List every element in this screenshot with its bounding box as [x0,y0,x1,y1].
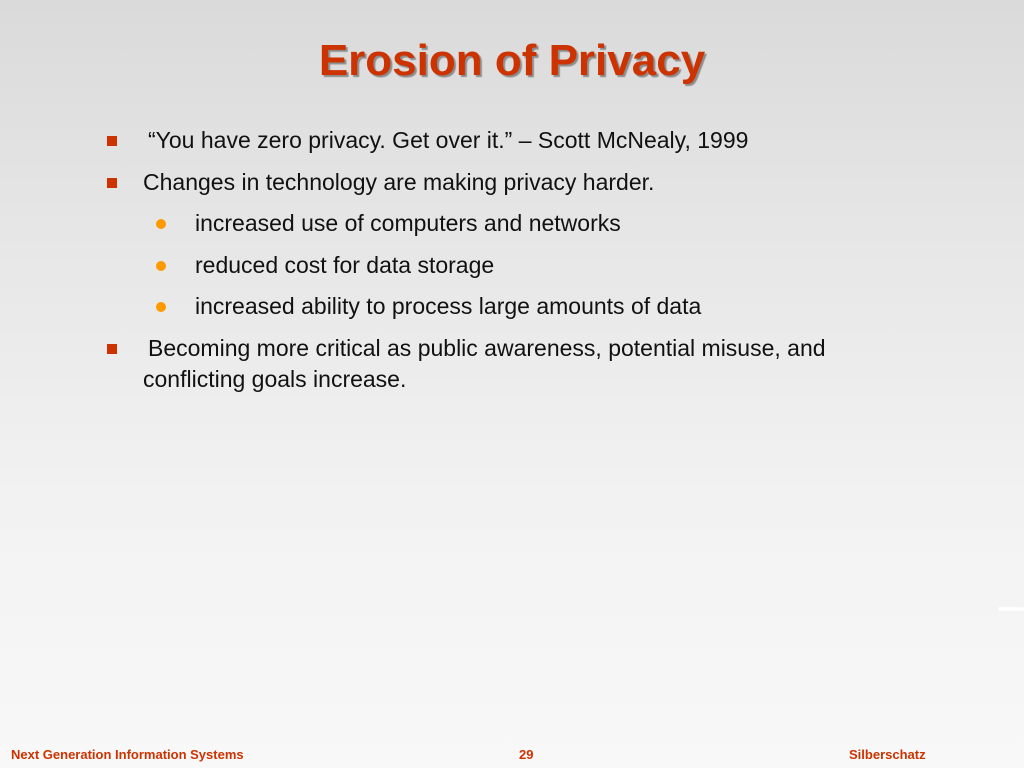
sub-bullet-text: increased ability to process large amounts of data [195,293,702,319]
bullet-text-line2: conflicting goals increase. [143,366,407,392]
sub-bullet-text: increased use of computers and networks [195,210,621,236]
square-bullet-icon [107,136,117,146]
dot-bullet-icon [156,302,166,312]
dot-bullet-icon [156,261,166,271]
dot-bullet-icon [156,219,166,229]
footer-left: Next Generation Information Systems [11,747,244,762]
footer-right: Silberschatz [849,747,926,762]
bullet-text: “You have zero privacy. Get over it.” – Scott McNealy, 1999 [148,127,749,153]
bullet-text-line1: Becoming more critical as public awareness, potential misuse, and [148,335,826,361]
decorative-streak [998,607,1024,611]
sub-bullet-text: reduced cost for data storage [195,252,495,278]
slide-title: Erosion of Privacy [318,36,706,85]
square-bullet-icon [107,344,117,354]
page-number: 29 [519,747,534,762]
square-bullet-icon [107,178,117,188]
bullet-text: Changes in technology are making privacy harder. [143,169,655,195]
